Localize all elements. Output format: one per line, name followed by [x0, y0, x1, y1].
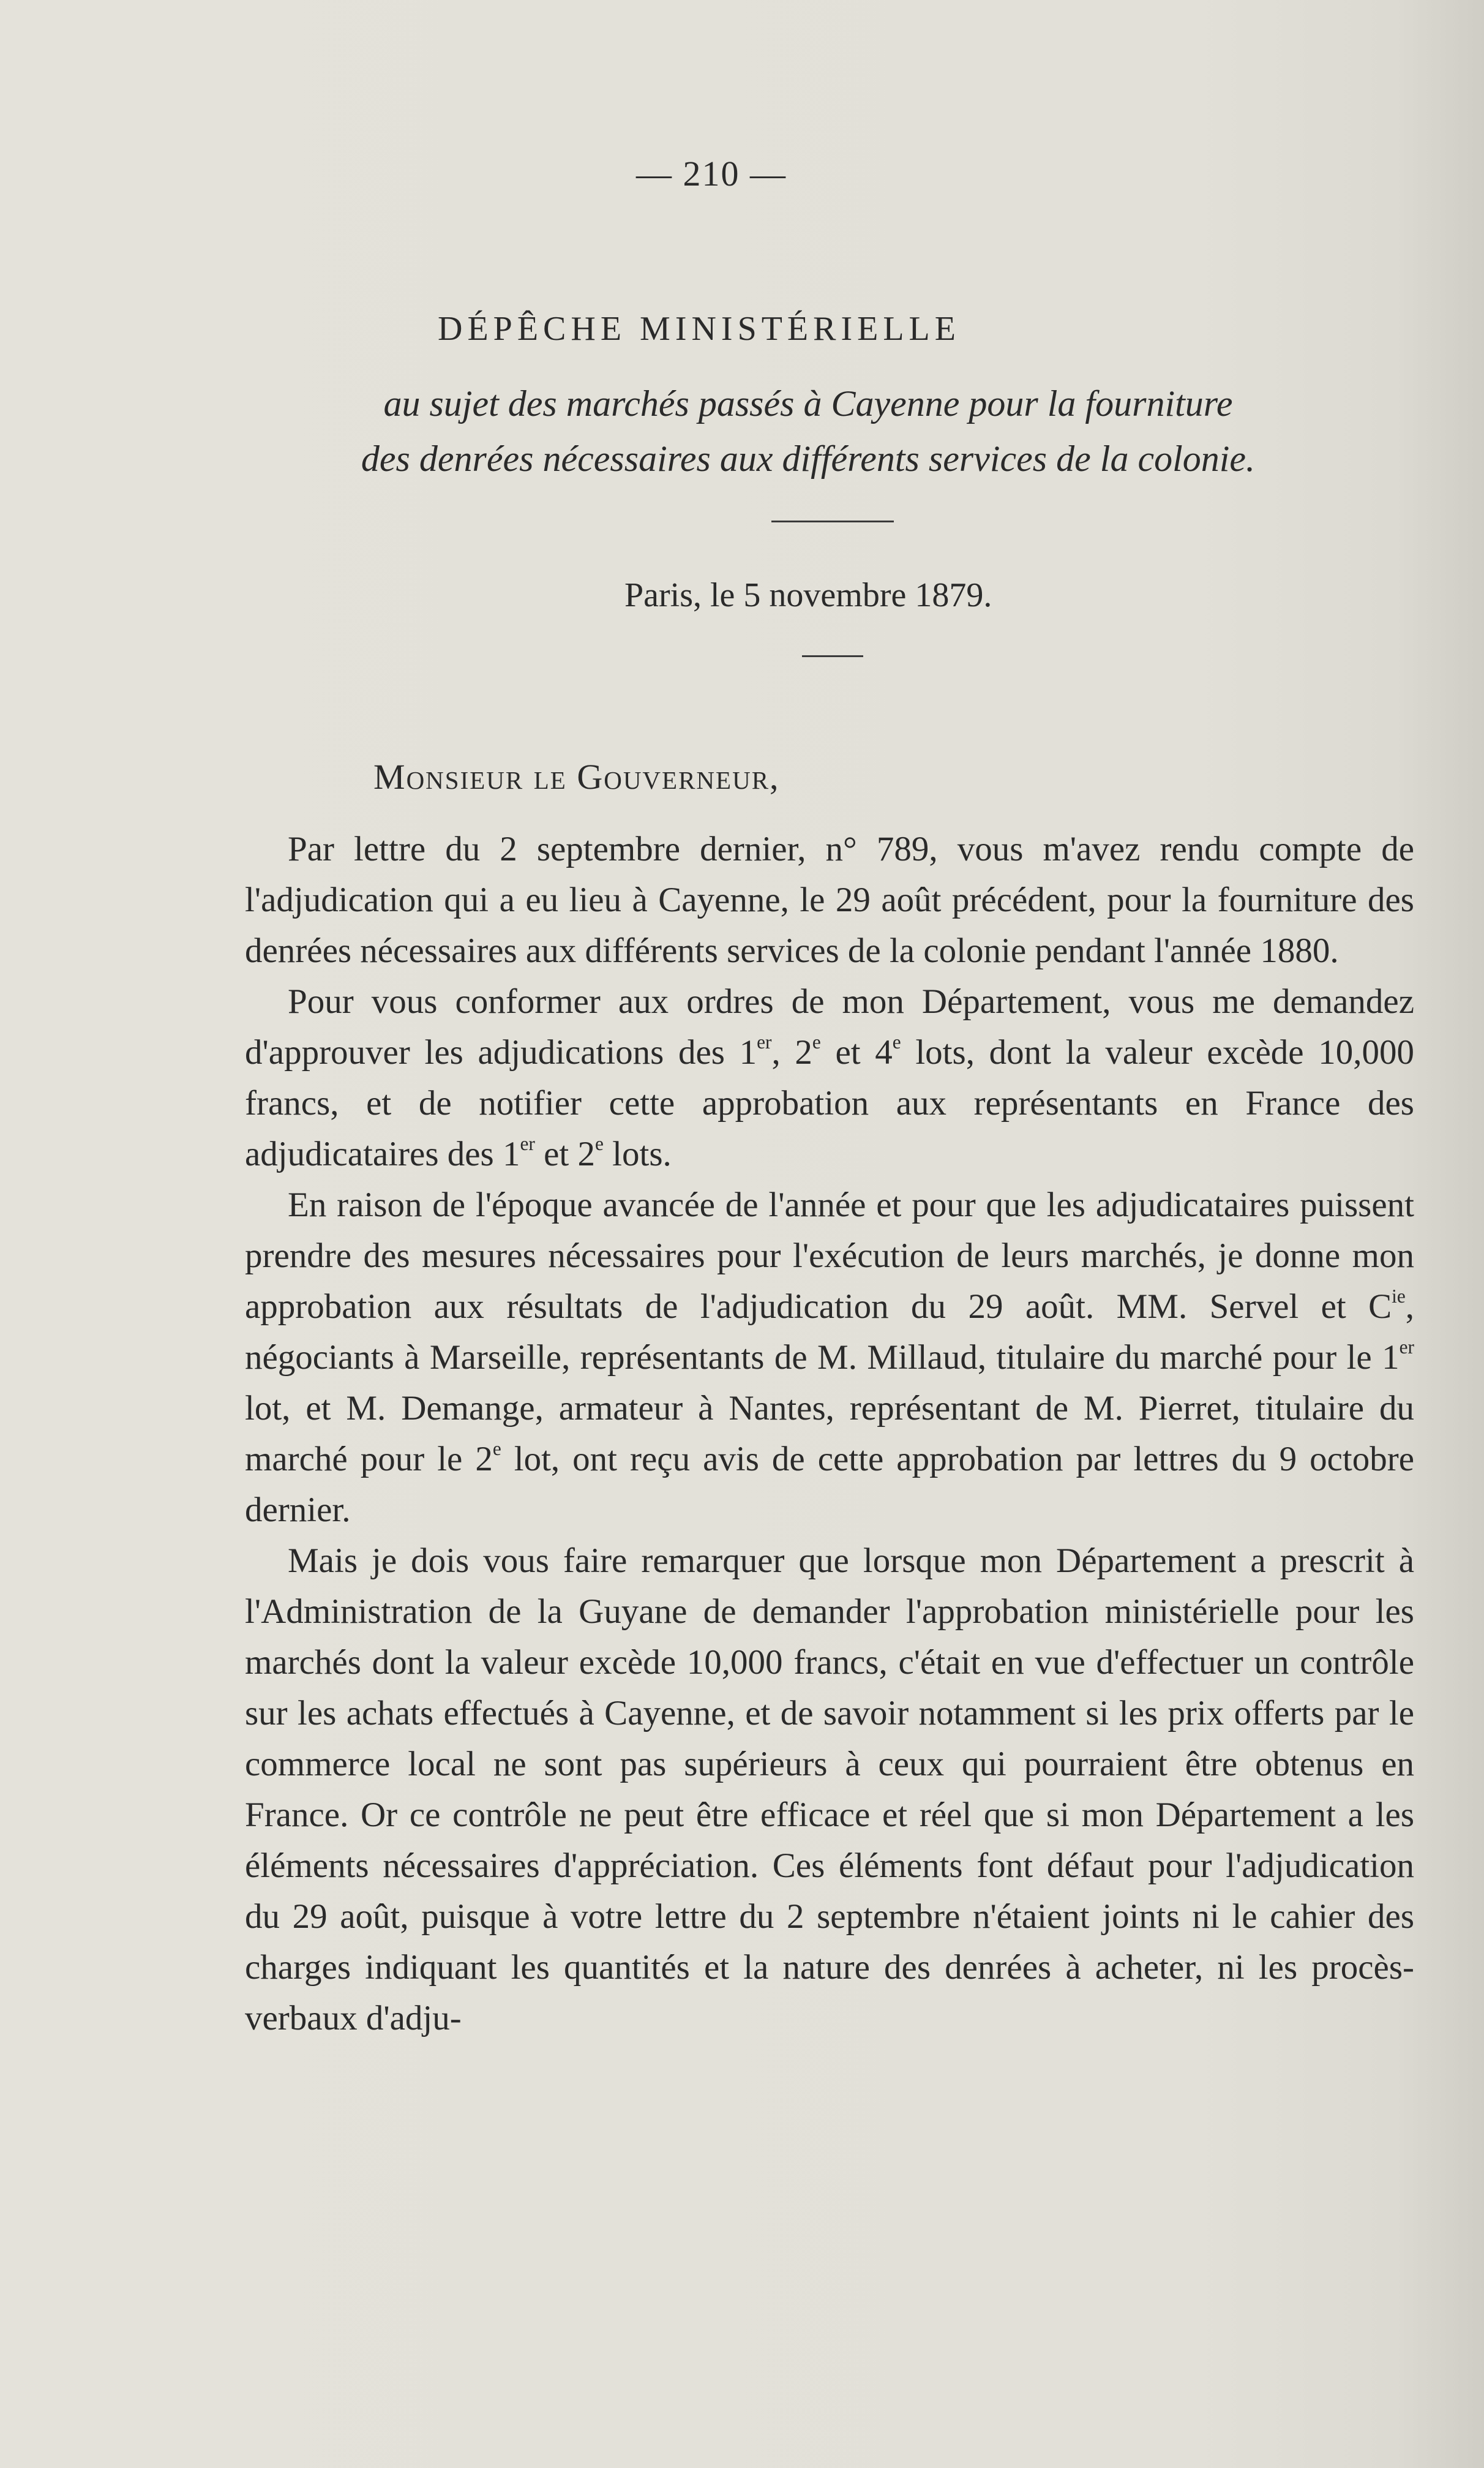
paragraph-3: En raison de l'époque avancée de l'année et pour que les adjudicataires puissent prendre des mesures nécessaires pour l'exécution de leurs marchés, je donne mon approbation aux résultats de l'adjudication du 29 août. MM. Servel et $C^{ie}$, négociants à Marseille, représentants de M. Millaud, titulaire du marché pour le 1er lot, et M. Demange, armateur à Nantes, représentant de M. Pierret, titulaire du marché pour le 2e lot, ont reçu avis de cette approbation par lettres du 9 octobre dernier. — [245, 1186, 1415, 1529]
dateline: Paris, le 5 novembre 1879. — [624, 576, 992, 614]
paragraph-4: Mais je dois vous faire remarquer que lorsque mon Département a prescrit à l'Administration de la Guyane de demander l'approbation ministérielle pour les marchés dont la valeur excède 10,000 francs, c'était en vue d'effectuer un contrôle sur les achats effectués à Cayenne, et de savoir notamment si les prix offerts par le commerce local ne sont pas supérieurs à ceux qui pourraient être obtenus en France. Or ce contrôle ne peut être efficace et réel que si mon Département a les éléments nécessaires d'appréciation. Ces éléments font défaut pour l'adjudication du 29 août, puisque à votre lettre du 2 septembre n'étaient joints ni le cahier des charges indiquant les quantités et la nature des denrées à acheter, ni les procès-verbaux d'adju- — [245, 1541, 1414, 2037]
letter-body — [245, 824, 1414, 2044]
salutation: Monsieur le Gouverneur, — [373, 757, 780, 797]
title-divider — [771, 521, 894, 522]
document-title: DÉPÊCHE MINISTÉRIELLE — [438, 310, 961, 348]
dateline-divider — [802, 655, 863, 657]
document-subtitle-line-1: au sujet des marchés passés à Cayenne pour la fourniture — [383, 383, 1233, 424]
paragraph-2: Pour vous conformer aux ordres de mon Département, vous me demandez d'approuver les adjudications des 1er, 2e et 4e lots, dont la valeur excède 10,000 francs, et de notifier cette approbation aux représentants en France des adjudicataires des 1er et 2e lots. — [245, 982, 1415, 1173]
paragraph-1: Par lettre du 2 septembre dernier, n° 789, vous m'avez rendu compte de l'adjudication qui a eu lieu à Cayenne, le 29 août précédent, pour la fourniture des denrées nécessaires aux différents services de la colonie pendant l'année 1880. — [245, 830, 1414, 970]
document-subtitle-line-2: des denrées nécessaires aux différents services de la colonie. — [361, 438, 1256, 479]
page-number: — 210 — — [636, 154, 787, 194]
